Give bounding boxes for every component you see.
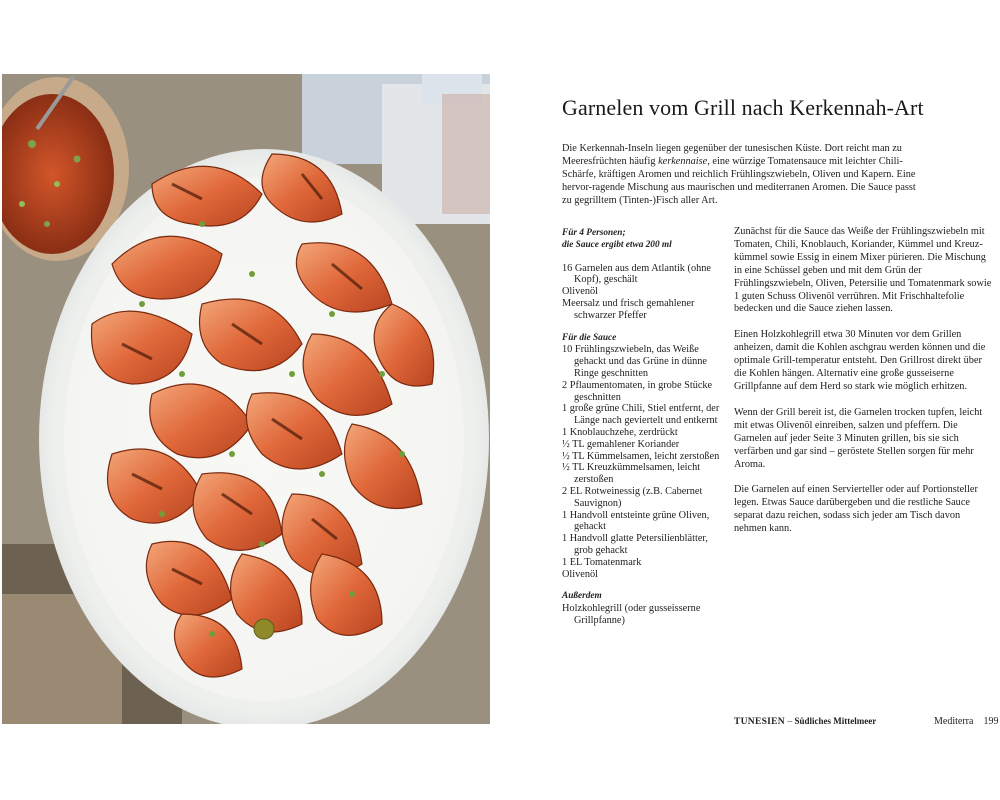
grilled-prawns-image [2, 74, 490, 724]
servings-label: Für 4 Personen; [562, 228, 626, 238]
intro-text-2: , eine würzige Tomatensauce mit leichter Chili-Schärfe, kräftigen Aromen und reichlich Frühlingszwiebeln, Oliven und Kapern. Eine hervor-ragende Mischung aus maurischen und mediterranen Aromen. Die Sauce passt zu gegrilltem (Tinten-)Fisch aller Art. [562, 155, 916, 206]
intro-text-1: Die Kerkennah-Inseln liegen gegenüber der tunesischen Küste. Dort reicht man zu Meeresfrüchten häufig [562, 143, 902, 167]
ingredient-item: 1 Knoblauchzehe, zerdrückt [562, 426, 678, 438]
footer-country: TUNESIEN [734, 717, 785, 727]
page-number: 199 [983, 716, 999, 727]
recipe-photo [2, 74, 490, 724]
ingredients-column [562, 228, 727, 627]
ingredient-item: Olivenöl [562, 568, 599, 580]
ingredient-item: ½ TL Kümmelsamen, leicht zerstoßen [562, 450, 720, 462]
ingredient-item: 10 Frühlingszwiebeln, das Weiße gehackt und das Grüne in dünne Ringe geschnitten [562, 344, 707, 379]
method-step: Einen Holzkohlegrill etwa 30 Minuten vor dem Grillen anheizen, damit die Kohlen aschgrau werden können und die optimale Grill-temperatur entsteht. Den Grillrost direkt über die Kohlen hängen. Alternativ eine große gusseiserne Grillpfanne auf dem Herd so stark wie möglich erhitzen. [734, 329, 986, 392]
ingredient-item: Meersalz und frisch gemahlener schwarzer Pfeffer [562, 297, 695, 321]
ingredient-item: 2 Pflaumentomaten, in grobe Stücke geschnitten [562, 379, 713, 403]
ingredient-item: 2 EL Rotweinessig (z.B. Cabernet Sauvignon) [562, 485, 703, 509]
running-footer-book [934, 716, 998, 727]
method-step: Wenn der Grill bereit ist, die Garnelen trocken tupfen, leicht mit etwas Olivenöl einreiben, salzen und pfeffern. Die Garnelen auf jeder Seite 3 Minuten grillen, bis sie sich verfärben und gar sind – geröstete Stellen sorgen für mehr Aroma. [734, 406, 983, 470]
sauce-ingredients-list [562, 344, 727, 580]
ingredient-item: 1 große grüne Chili, Stiel entfernt, der Länge nach geviertelt und entkernt [562, 403, 720, 427]
ingredient-item: 16 Garnelen aus dem Atlantik (ohne Kopf), geschält [562, 262, 711, 286]
extra-list [562, 603, 727, 627]
footer-book-title: Mediterra [934, 716, 974, 727]
yield-label: die Sauce ergibt etwa 200 ml [562, 239, 672, 250]
footer-separator: – [787, 717, 793, 727]
footer-region: Südliches Mittelmeer [794, 716, 877, 726]
method-step: Zunächst für die Sauce das Weiße der Frühlingszwiebeln mit Tomaten, Chili, Knoblauch, Koriander, Kümmel und Kreuz-kümmel sowie Essig in einem Mixer pürieren. Die Mischung in eine Schüssel geben und mit dem Grün der Frühlingszwiebeln, Oliven, Petersilie und Tomatenmark sowie 1 guten Schuss Olivenöl verrühren. Mit Frischhaltefolie bedecken und die Sauce ziehen lassen. [734, 226, 992, 315]
ingredient-item: Olivenöl [562, 286, 599, 298]
sauce-heading: Für die Sauce [562, 332, 617, 343]
intro-italic-term: kerkennaise [658, 155, 708, 167]
extra-heading: Außerdem [562, 591, 602, 602]
recipe-intro [562, 143, 928, 208]
ingredient-item: 1 EL Tomatenmark [562, 556, 642, 568]
ingredient-item: ½ TL Kreuzkümmelsamen, leicht zerstoßen [562, 462, 701, 486]
method-column [734, 226, 994, 549]
recipe-title: Garnelen vom Grill nach Kerkennah-Art [562, 95, 924, 120]
main-ingredients-list [562, 263, 727, 322]
method-step: Die Garnelen auf einen Servierteller oder auf Portionsteller legen. Etwas Sauce darübergeben und die restliche Sauce separat dazu reichen, sodass sich jeder am Tisch davon nehmen kann. [734, 484, 978, 535]
running-footer-section [734, 716, 876, 727]
ingredient-item: 1 Handvoll entsteinte grüne Oliven, gehackt [562, 509, 710, 533]
ingredient-item: Holzkohlegrill (oder gusseisserne Grillpfanne) [562, 603, 701, 626]
ingredient-item: 1 Handvoll glatte Petersilienblätter, grob gehackt [562, 533, 708, 556]
ingredient-item: ½ TL gemahlener Koriander [562, 438, 680, 450]
